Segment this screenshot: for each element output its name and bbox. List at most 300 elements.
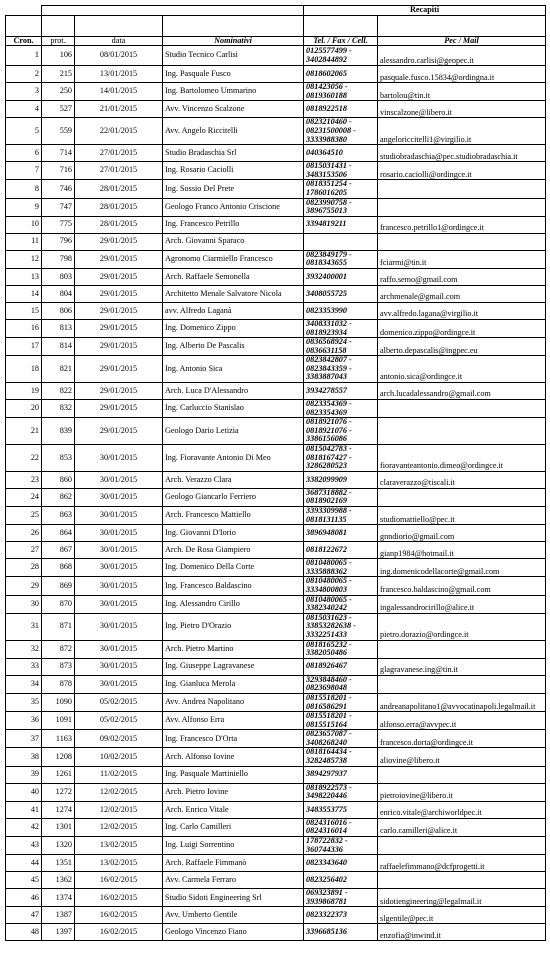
mail-cell: francesco.baldascino@gmail.com (378, 577, 546, 595)
name-cell: Arch. Pietro Iovine (163, 783, 304, 801)
tel-cell: 0823849179 - 0818343655 (304, 250, 378, 268)
name-cell: Ing. Domenico Zippo (163, 319, 304, 337)
table-row (6, 162, 546, 180)
tel-cell: 0818921076 - 0818921076 - 3386156086 (304, 418, 378, 445)
prot-cell: 716 (42, 162, 75, 180)
cron-cell: 39 (6, 766, 42, 783)
table-row (6, 577, 546, 595)
mail-cell (378, 233, 546, 250)
table-row (6, 319, 546, 337)
header-blank-cell (304, 15, 378, 36)
name-cell: Avv. Andrea Napolitano (163, 693, 304, 711)
tel-cell: 0815518201 - 0816586291 (304, 693, 378, 711)
cron-cell: 12 (6, 250, 42, 268)
name-cell: Arch. Raffaele Fimmanò (163, 855, 304, 872)
cron-cell: 16 (6, 319, 42, 337)
tel-cell: 069323891 - 3939868781 (304, 889, 378, 907)
tel-cell: 3396685136 (304, 924, 378, 941)
name-cell: Ing. Carluccio Stanislao (163, 400, 304, 418)
name-cell: Ing. Fioravante Antonio Di Meo (163, 445, 304, 472)
tel-cell: 0836568924 - 0836631158 (304, 338, 378, 356)
cron-cell: 41 (6, 801, 42, 818)
tel-cell: 3408331032 - 0818923934 (304, 319, 378, 337)
cron-cell: 17 (6, 338, 42, 356)
prot-cell: 746 (42, 180, 75, 198)
cron-cell: 4 (6, 101, 42, 118)
date-cell: 10/02/2015 (75, 748, 163, 766)
date-cell: 30/01/2015 (75, 559, 163, 577)
tel-cell: 0815518201 - 0815515164 (304, 712, 378, 730)
prot-cell: 1274 (42, 801, 75, 818)
date-cell: 30/01/2015 (75, 488, 163, 506)
table-row (6, 748, 546, 766)
mail-cell (378, 675, 546, 693)
tel-cell: 0818164434 - 3282485738 (304, 748, 378, 766)
prot-cell: 832 (42, 400, 75, 418)
elenco-table (5, 5, 546, 941)
tel-cell: 0823322373 (304, 907, 378, 924)
table-row (6, 542, 546, 559)
date-cell: 29/01/2015 (75, 302, 163, 319)
date-cell: 29/01/2015 (75, 400, 163, 418)
header-spacer-main (42, 6, 304, 16)
date-cell: 30/01/2015 (75, 507, 163, 525)
cron-cell: 29 (6, 577, 42, 595)
mail-cell (378, 198, 546, 216)
name-cell: Arch. Luca D'Alessandro (163, 383, 304, 400)
name-cell: Avv. Vincenzo Scalzone (163, 101, 304, 118)
cron-cell: 23 (6, 471, 42, 488)
mail-cell: raffo.semo@gmail.com (378, 268, 546, 285)
mail-cell: pietro.dorazio@ordingce.it (378, 613, 546, 640)
cron-cell: 44 (6, 855, 42, 872)
table-row (6, 285, 546, 302)
name-cell: Arch. Enrico Vitale (163, 801, 304, 818)
table-row (6, 837, 546, 855)
date-cell: 16/02/2015 (75, 889, 163, 907)
prot-cell: 822 (42, 383, 75, 400)
mail-cell (378, 418, 546, 445)
tel-cell: 0818922573 - 3498220446 (304, 783, 378, 801)
mail-cell: studiobradaschia@pec.studiobradaschia.it (378, 145, 546, 162)
name-cell: Avv. Umberto Gentile (163, 907, 304, 924)
table-row (6, 818, 546, 836)
cron-cell: 15 (6, 302, 42, 319)
date-cell: 30/01/2015 (75, 640, 163, 658)
tel-cell: 0818351254 - 1786016205 (304, 180, 378, 198)
table-row (6, 418, 546, 445)
name-cell: Geologo Dario Letizia (163, 418, 304, 445)
header-blank-cell (75, 15, 163, 36)
date-cell: 12/02/2015 (75, 818, 163, 836)
header-blank-cell (378, 15, 546, 36)
mail-cell: enzofia@inwind.it (378, 924, 546, 941)
table-row (6, 730, 546, 748)
date-cell: 30/01/2015 (75, 595, 163, 613)
tel-cell: 3894297937 (304, 766, 378, 783)
table-row (6, 613, 546, 640)
header-recapiti: Recapiti (304, 6, 546, 16)
cron-cell: 9 (6, 198, 42, 216)
name-cell: Ing. Carlo Camilleri (163, 818, 304, 836)
cron-cell: 10 (6, 216, 42, 233)
date-cell: 08/01/2015 (75, 46, 163, 66)
header-cron: Cron. (6, 36, 42, 46)
tel-cell: 0810480065 - 3334800803 (304, 577, 378, 595)
header-row-blank (6, 15, 546, 36)
mail-cell: carlo.camilleri@alice.it (378, 818, 546, 836)
table-row (6, 198, 546, 216)
date-cell: 16/02/2015 (75, 924, 163, 941)
name-cell: Ing. Francesco Baldascino (163, 577, 304, 595)
mail-cell: aliovine@libero.it (378, 748, 546, 766)
prot-cell: 527 (42, 101, 75, 118)
cron-cell: 26 (6, 525, 42, 542)
date-cell: 29/01/2015 (75, 418, 163, 445)
table-row (6, 693, 546, 711)
tel-cell: 0824316016 - 0824316014 (304, 818, 378, 836)
table-row (6, 46, 546, 66)
tel-cell: 0818922518 (304, 101, 378, 118)
table-row (6, 383, 546, 400)
mail-cell: angeloriccitelli1@virgilio.it (378, 118, 546, 145)
prot-cell: 215 (42, 66, 75, 83)
prot-cell: 1387 (42, 907, 75, 924)
cron-cell: 8 (6, 180, 42, 198)
cron-cell: 38 (6, 748, 42, 766)
mail-cell (378, 872, 546, 889)
prot-cell: 1208 (42, 748, 75, 766)
header-prot: prot. (42, 36, 75, 46)
date-cell: 27/01/2015 (75, 145, 163, 162)
tel-cell: 3896948081 (304, 525, 378, 542)
name-cell: Studio Bradaschia Srl (163, 145, 304, 162)
prot-cell: 1261 (42, 766, 75, 783)
prot-cell: 1374 (42, 889, 75, 907)
tel-cell: 3394819211 (304, 216, 378, 233)
tel-cell: 178722832 - 360744336 (304, 837, 378, 855)
table-row (6, 145, 546, 162)
cron-cell: 11 (6, 233, 42, 250)
cron-cell: 36 (6, 712, 42, 730)
prot-cell: 869 (42, 577, 75, 595)
date-cell: 12/02/2015 (75, 801, 163, 818)
table-row (6, 445, 546, 472)
date-cell: 30/01/2015 (75, 675, 163, 693)
name-cell: Studio Sidoti Engineering Srl (163, 889, 304, 907)
name-cell: Ing. Pasquale Fusco (163, 66, 304, 83)
name-cell: Arch. Giovanni Sparaco (163, 233, 304, 250)
date-cell: 13/02/2015 (75, 837, 163, 855)
header-row (6, 36, 546, 46)
date-cell: 14/01/2015 (75, 83, 163, 101)
table-row (6, 525, 546, 542)
cron-cell: 1 (6, 46, 42, 66)
name-cell: Arch. Verazzo Clara (163, 471, 304, 488)
prot-cell: 862 (42, 488, 75, 506)
date-cell: 29/01/2015 (75, 338, 163, 356)
mail-cell: enrico.vitale@archiworldpec.it (378, 801, 546, 818)
date-cell: 30/01/2015 (75, 542, 163, 559)
cron-cell: 34 (6, 675, 42, 693)
cron-cell: 20 (6, 400, 42, 418)
name-cell: Ing. Gianluca Merola (163, 675, 304, 693)
tel-cell (304, 233, 378, 250)
prot-cell: 106 (42, 46, 75, 66)
cron-cell: 30 (6, 595, 42, 613)
table-row (6, 101, 546, 118)
table-row (6, 907, 546, 924)
prot-cell: 714 (42, 145, 75, 162)
tel-cell: 0823657087 - 3408268240 (304, 730, 378, 748)
name-cell: Ing. Rosario Caciolli (163, 162, 304, 180)
cron-cell: 13 (6, 268, 42, 285)
table-row (6, 889, 546, 907)
mail-cell: ing.domenicodellacorte@gmail.com (378, 559, 546, 577)
mail-cell: pasquale.fusco.15834@ordingna.it (378, 66, 546, 83)
mail-cell: alessandro.carlisi@geopec.it (378, 46, 546, 66)
date-cell: 22/01/2015 (75, 118, 163, 145)
date-cell: 30/01/2015 (75, 658, 163, 675)
mail-cell: gianp1984@hotmail.it (378, 542, 546, 559)
date-cell: 16/02/2015 (75, 872, 163, 889)
prot-cell: 250 (42, 83, 75, 101)
tel-cell: 081423056 - 0819360188 (304, 83, 378, 101)
mail-cell (378, 400, 546, 418)
cron-cell: 46 (6, 889, 42, 907)
mail-cell: avv.alfredo.lagana@virgilio.it (378, 302, 546, 319)
tel-cell: 3932400001 (304, 268, 378, 285)
cron-cell: 14 (6, 285, 42, 302)
prot-cell: 864 (42, 525, 75, 542)
name-cell: Arch. Alfonso Iovine (163, 748, 304, 766)
tel-cell: 0818165232 - 3382050486 (304, 640, 378, 658)
name-cell: Ing. Domenico Della Corte (163, 559, 304, 577)
name-cell: Ing. Bartolomeo Ummarino (163, 83, 304, 101)
tel-cell: 0823354369 - 0823354369 (304, 400, 378, 418)
mail-cell: arch.lucadalessandro@gmail.com (378, 383, 546, 400)
name-cell: Geologo Franco Antonio Criscione (163, 198, 304, 216)
cron-cell: 3 (6, 83, 42, 101)
header-spacer (6, 6, 42, 16)
prot-cell: 863 (42, 507, 75, 525)
name-cell: Avv. Angelo Riccitelli (163, 118, 304, 145)
tel-cell: 3293848460 - 0823698048 (304, 675, 378, 693)
prot-cell: 860 (42, 471, 75, 488)
date-cell: 05/02/2015 (75, 712, 163, 730)
date-cell: 29/01/2015 (75, 285, 163, 302)
tel-cell: 0823210460 - 08231500008 - 3333988380 (304, 118, 378, 145)
table-row (6, 83, 546, 101)
date-cell: 29/01/2015 (75, 233, 163, 250)
prot-cell: 873 (42, 658, 75, 675)
mail-cell: gnndiorio@gmail.com (378, 525, 546, 542)
cron-cell: 42 (6, 818, 42, 836)
table-row (6, 658, 546, 675)
cron-cell: 47 (6, 907, 42, 924)
name-cell: Ing. Pasquale Martiniello (163, 766, 304, 783)
mail-cell: fioravanteantonio.dimeo@ordingce.it (378, 445, 546, 472)
cron-cell: 2 (6, 66, 42, 83)
prot-cell: 853 (42, 445, 75, 472)
cron-cell: 25 (6, 507, 42, 525)
cron-cell: 5 (6, 118, 42, 145)
name-cell: Ing. Luigi Sorrentino (163, 837, 304, 855)
prot-cell: 747 (42, 198, 75, 216)
table-row (6, 855, 546, 872)
date-cell: 30/01/2015 (75, 525, 163, 542)
cron-cell: 18 (6, 356, 42, 383)
table-row (6, 924, 546, 941)
cron-cell: 6 (6, 145, 42, 162)
table-row (6, 216, 546, 233)
name-cell: Avv. Carmela Ferraro (163, 872, 304, 889)
mail-cell (378, 488, 546, 506)
date-cell: 28/01/2015 (75, 198, 163, 216)
mail-cell: alberto.depascalis@ingpec.eu (378, 338, 546, 356)
prot-cell: 868 (42, 559, 75, 577)
date-cell: 13/01/2015 (75, 66, 163, 83)
date-cell: 29/01/2015 (75, 268, 163, 285)
header-data: data (75, 36, 163, 46)
tel-cell: 3382099909 (304, 471, 378, 488)
mail-cell: studiomattiello@pec.it (378, 507, 546, 525)
cron-cell: 48 (6, 924, 42, 941)
table-row (6, 801, 546, 818)
table-row (6, 559, 546, 577)
name-cell: Geologo Giancarlo Ferriero (163, 488, 304, 506)
table-row (6, 766, 546, 783)
table-row (6, 595, 546, 613)
table-row (6, 118, 546, 145)
mail-cell (378, 766, 546, 783)
prot-cell: 798 (42, 250, 75, 268)
cron-cell: 43 (6, 837, 42, 855)
mail-cell: claraverazzo@tiscali.it (378, 471, 546, 488)
tel-cell: 0818122672 (304, 542, 378, 559)
cron-cell: 31 (6, 613, 42, 640)
header-blank-cell (6, 15, 42, 36)
prot-cell: 559 (42, 118, 75, 145)
mail-cell: domenico.zippo@ordingce.it (378, 319, 546, 337)
date-cell: 29/01/2015 (75, 319, 163, 337)
table-row (6, 507, 546, 525)
table-row (6, 783, 546, 801)
mail-cell: slgentile@pec.it (378, 907, 546, 924)
header-pec: Pec / Mail (378, 36, 546, 46)
name-cell: Ing. Alessandro Cirillo (163, 595, 304, 613)
prot-cell: 872 (42, 640, 75, 658)
date-cell: 09/02/2015 (75, 730, 163, 748)
prot-cell: 1090 (42, 693, 75, 711)
mail-cell: glagravanese.ing@tin.it (378, 658, 546, 675)
mail-cell (378, 180, 546, 198)
date-cell: 05/02/2015 (75, 693, 163, 711)
prot-cell: 813 (42, 319, 75, 337)
tel-cell: 0810480065 - 3335888362 (304, 559, 378, 577)
prot-cell: 1320 (42, 837, 75, 855)
name-cell: Ing. Sossio Del Prete (163, 180, 304, 198)
date-cell: 11/02/2015 (75, 766, 163, 783)
tel-cell: 3483553775 (304, 801, 378, 818)
tel-cell: 0823353990 (304, 302, 378, 319)
table-row (6, 66, 546, 83)
mail-cell: ingalessandrocirillo@alice.it (378, 595, 546, 613)
table-row (6, 712, 546, 730)
mail-cell (378, 837, 546, 855)
date-cell: 13/02/2015 (75, 855, 163, 872)
name-cell: Ing. Antonio Sica (163, 356, 304, 383)
name-cell: Arch. De Rosa Giampiero (163, 542, 304, 559)
prot-cell: 1163 (42, 730, 75, 748)
prot-cell: 1091 (42, 712, 75, 730)
tel-cell: 040364510 (304, 145, 378, 162)
cron-cell: 32 (6, 640, 42, 658)
date-cell: 29/01/2015 (75, 383, 163, 400)
name-cell: Avv. Alfonso Erra (163, 712, 304, 730)
name-cell: avv. Alfredo Laganà (163, 302, 304, 319)
table-row (6, 180, 546, 198)
prot-cell: 867 (42, 542, 75, 559)
name-cell: Ing. Alberto De Pascalis (163, 338, 304, 356)
tel-cell: 3687318882 - 0818902169 (304, 488, 378, 506)
table-row (6, 268, 546, 285)
cron-cell: 19 (6, 383, 42, 400)
tel-cell: 0823990758 - 3896755013 (304, 198, 378, 216)
mail-cell: sidotiengineering@legalmail.it (378, 889, 546, 907)
date-cell: 30/01/2015 (75, 445, 163, 472)
mail-cell: francesco.petrillo1@ordingce.it (378, 216, 546, 233)
cron-cell: 22 (6, 445, 42, 472)
date-cell: 28/01/2015 (75, 216, 163, 233)
mail-cell: fciarmi@tin.it (378, 250, 546, 268)
prot-cell: 814 (42, 338, 75, 356)
date-cell: 16/02/2015 (75, 907, 163, 924)
table-row (6, 488, 546, 506)
prot-cell: 1351 (42, 855, 75, 872)
prot-cell: 871 (42, 613, 75, 640)
tel-cell: 0815042783 - 0818167427 - 3286280523 (304, 445, 378, 472)
date-cell: 30/01/2015 (75, 471, 163, 488)
cron-cell: 33 (6, 658, 42, 675)
mail-cell: alfonso.erra@avvpec.it (378, 712, 546, 730)
cron-cell: 35 (6, 693, 42, 711)
name-cell: Studio Tecnico Carlisi (163, 46, 304, 66)
cron-cell: 21 (6, 418, 42, 445)
header-blank-cell (42, 15, 75, 36)
mail-cell: rosario.caciolli@ordingce.it (378, 162, 546, 180)
mail-cell: archmenale@gmail.com (378, 285, 546, 302)
tel-cell: 0823256402 (304, 872, 378, 889)
prot-cell: 804 (42, 285, 75, 302)
table-row (6, 872, 546, 889)
prot-cell: 806 (42, 302, 75, 319)
tel-cell: 3408055725 (304, 285, 378, 302)
mail-cell: bartolou@tin.it (378, 83, 546, 101)
tel-cell: 0818602065 (304, 66, 378, 83)
prot-cell: 821 (42, 356, 75, 383)
tel-cell: 0823343640 (304, 855, 378, 872)
header-tel: Tel. / Fax / Cell. (304, 36, 378, 46)
date-cell: 30/01/2015 (75, 577, 163, 595)
cron-cell: 24 (6, 488, 42, 506)
mail-cell: raffaelefimmano@dcfprogetti.it (378, 855, 546, 872)
tel-cell: 0818926467 (304, 658, 378, 675)
cron-cell: 40 (6, 783, 42, 801)
mail-cell: andreanapolitano1@avvocatinapoli.legalmail.it (378, 693, 546, 711)
table-row (6, 250, 546, 268)
prot-cell: 1397 (42, 924, 75, 941)
